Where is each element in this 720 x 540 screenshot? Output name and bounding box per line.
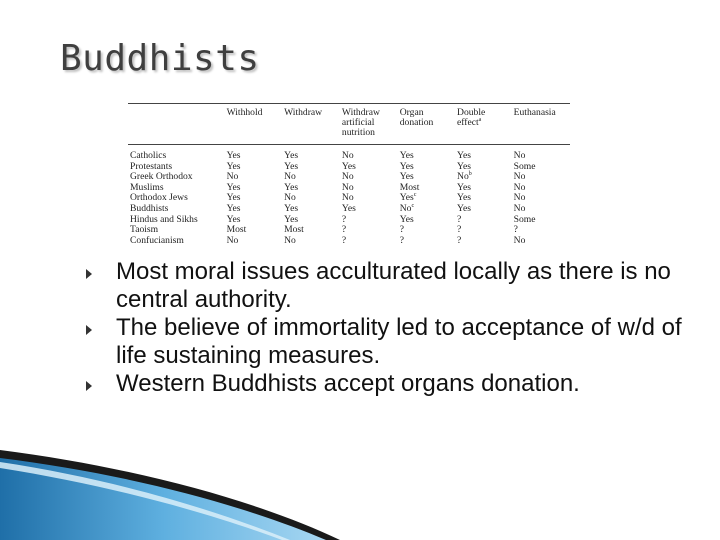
row-label-cell: Taoism	[130, 224, 159, 236]
header-cell: Withdraw	[282, 104, 340, 145]
arrow-bullet-icon	[86, 269, 92, 279]
bullet-text: Western Buddhists accept organs donation.	[116, 370, 580, 397]
table-cell: No$^b$	[457, 171, 472, 183]
table-cell: No$^c$	[399, 202, 415, 214]
table-cell: Yes	[457, 192, 471, 204]
table-cell: Yes	[226, 150, 241, 161]
table-cell: No	[284, 192, 296, 204]
table-cell: No	[341, 150, 354, 161]
table-cell: No	[341, 181, 354, 193]
swoosh-blue-band	[0, 454, 330, 540]
table-cell: Yes	[226, 202, 241, 214]
table-row	[128, 145, 570, 162]
table-cell: Yes	[226, 181, 241, 193]
table-cell: Yes	[341, 202, 356, 214]
table-cell: No	[341, 192, 354, 204]
bullet-text: The believe of immortality led to acceptance of w/d of life sustaining measures.	[116, 314, 682, 369]
table-cell: Yes	[284, 213, 299, 225]
table-cell: Yes	[399, 150, 414, 161]
row-label-cell: Buddhists	[130, 202, 169, 214]
table-cell: Yes	[457, 160, 471, 172]
arrow-bullet-icon	[86, 325, 92, 335]
table-cell: Most	[226, 224, 247, 236]
row-label-cell: Greek Orthodox	[130, 171, 193, 183]
table-cell: No	[513, 202, 526, 214]
table-cell: No	[513, 171, 526, 183]
slide-title: Buddhists	[60, 38, 260, 79]
table-cell: Yes	[399, 160, 414, 172]
table-cell: Yes	[284, 202, 299, 214]
bullet-text: Most moral issues acculturated locally as there is no central authority.	[116, 258, 671, 313]
table-cell: No	[226, 234, 239, 246]
table-cell: ?	[341, 224, 347, 236]
table-cell: Yes$^c$	[399, 192, 417, 204]
bullet-item	[86, 314, 686, 370]
header-cell: Withhold	[225, 104, 283, 145]
table-cell: Most	[399, 181, 420, 193]
decorative-swoosh	[0, 440, 720, 540]
table-cell: No	[284, 171, 296, 183]
table-cell: Yes	[399, 213, 414, 225]
table-cell: Yes	[457, 181, 471, 193]
table-cell: ?	[341, 234, 347, 246]
table-cell: Yes	[226, 213, 241, 225]
table-cell: ?	[457, 213, 462, 225]
arrow-bullet-icon	[86, 381, 92, 391]
table-cell: No	[513, 181, 526, 193]
table-body	[128, 145, 570, 247]
header-cell: Euthanasia	[512, 104, 570, 145]
table-cell: Yes	[457, 150, 471, 161]
table-cell: ?	[341, 213, 347, 225]
religion-table-figure	[128, 103, 570, 246]
table-cell: ?	[399, 224, 404, 236]
table-cell: No	[513, 234, 526, 246]
table-cell: No	[341, 171, 354, 183]
row-label-cell: Catholics	[130, 150, 167, 161]
religion-table	[128, 103, 570, 246]
table-cell: No	[513, 150, 526, 161]
bullet-item	[86, 258, 686, 314]
table-cell: ?	[399, 234, 404, 246]
header-cell: Double effect$^a$	[455, 104, 512, 145]
table-cell: ?	[513, 224, 518, 236]
table-cell: Yes	[457, 202, 471, 214]
table-header-row	[128, 104, 570, 145]
table-cell: ?	[457, 224, 462, 236]
bullet-list	[86, 258, 686, 398]
table-cell: Yes	[226, 160, 241, 172]
table-cell: No	[226, 171, 239, 183]
bullet-item	[86, 370, 686, 398]
header-cell: Withdraw artificial nutrition	[340, 104, 398, 145]
table-cell: Yes	[399, 171, 414, 183]
table-cell: Most	[284, 224, 304, 236]
row-label-cell: Muslims	[130, 181, 164, 193]
row-label-cell: Confucianism	[130, 234, 184, 246]
table-cell: Yes	[284, 150, 299, 161]
table-cell: Some	[513, 213, 536, 225]
table-row	[128, 215, 570, 226]
row-label-cell: Hindus and Sikhs	[130, 213, 198, 225]
table-cell: Yes	[226, 192, 241, 204]
table-cell: Yes	[284, 160, 299, 172]
row-label-cell: Protestants	[130, 160, 173, 172]
table-row	[128, 236, 570, 247]
table-cell: ?	[457, 234, 462, 246]
table-cell: Some	[513, 160, 536, 172]
row-label-cell: Orthodox Jews	[130, 192, 188, 204]
table-cell: No	[284, 234, 296, 246]
table-row	[128, 225, 570, 236]
header-cell	[128, 104, 225, 145]
table-cell: No	[513, 192, 526, 204]
table-cell: Yes	[341, 160, 356, 172]
table-cell: Yes	[284, 181, 299, 193]
header-cell: Organ donation	[398, 104, 455, 145]
